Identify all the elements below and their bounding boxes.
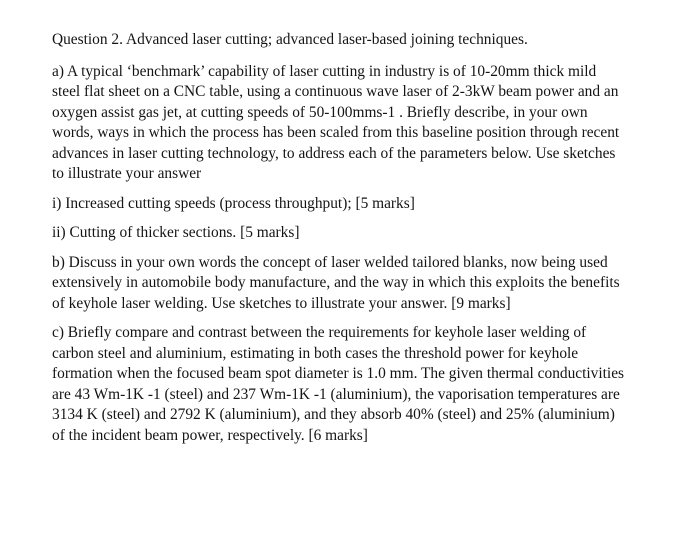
part-c-paragraph: c) Briefly compare and contrast between the requirements for keyhole laser welding of carbon steel and aluminium, estimating in both cases the threshold power for keyhole formation when the focused beam spot diameter is 1.0 mm. The given thermal conductivities are 43 Wm-1K -1 (steel) and 237 Wm-1K -1 (aluminium), the vaporisation temperatures are 3134 K (steel) and 2792 K (aluminium), and they absorb 40% (steel) and 25% (aluminium) of the incident beam power, respectively. [6 marks] (52, 324, 625, 444)
part-a-item-i: i) Increased cutting speeds (process throughput); [5 marks] (52, 194, 415, 212)
part-a-item-ii: ii) Cutting of thicker sections. [5 marks] (52, 224, 300, 241)
part-a-paragraph: a) A typical ‘benchmark’ capability of laser cutting in industry is of 10-20mm thick mild steel flat sheet on a CNC table, using a continuous wave laser of 2-3kW beam power and an oxygen assist gas jet, at cutting speeds of 50-100mms-1 . Briefly describe, in your own words, ways in which the process has been scaled from this baseline position through recent advances in laser cutting technology, to address each of the parameters below. Use sketches to illustrate your answer (52, 62, 620, 182)
question-document (52, 30, 668, 446)
question-title: Question 2. Advanced laser cutting; advanced laser-based joining techniques. (52, 31, 528, 48)
part-b-paragraph: b) Discuss in your own words the concept of laser welded tailored blanks, now being used extensively in automobile body manufacture, and the way in which this exploits the benefits of keyhole laser welding. Use sketches to illustrate your answer. [9 marks] (52, 253, 620, 312)
